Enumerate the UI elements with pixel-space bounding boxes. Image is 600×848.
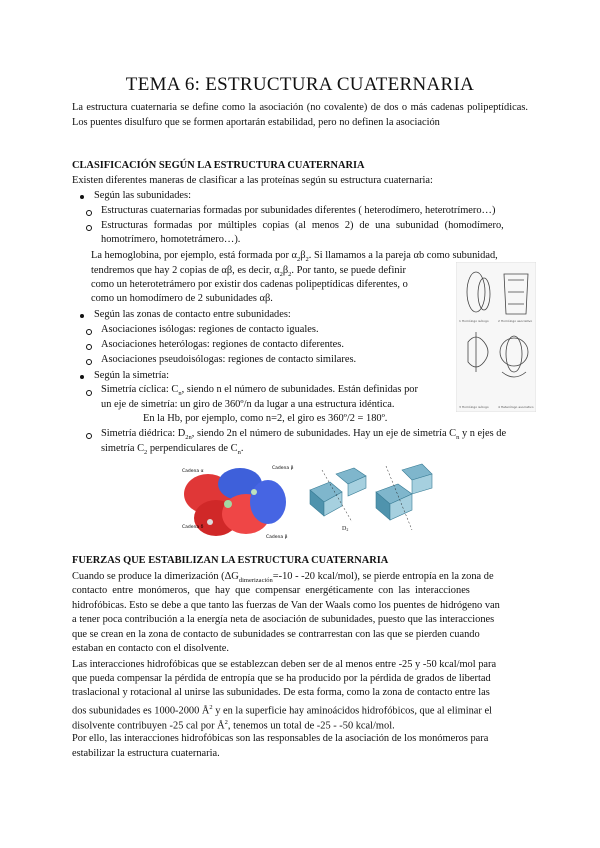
bullet-subunits: Según las subunidades: bbox=[94, 190, 191, 201]
d2-label: D2 bbox=[342, 526, 349, 532]
classification-lead: Existen diferentes maneras de clasificar a las proteínas según su estructura cuaternaria: bbox=[72, 175, 433, 186]
hemoglobin-ribbon-figure bbox=[180, 462, 298, 542]
hydrophobic-line5: disolvente contribuyen -25 cal por $Å^2$, tenemos un total de -25 - -50 kcal/mol. bbox=[72, 719, 395, 732]
chain-label: Cadena δ bbox=[182, 525, 204, 530]
diagram-caption: 3 Homólogo isólogo bbox=[459, 405, 489, 409]
diagram-caption: 2 Homólogo asociativo bbox=[498, 319, 533, 323]
forces-line5: que se crean en la zona de contacto de subunidades se contrarrestan con las que se pierden cuando bbox=[72, 629, 480, 640]
conclusion-line2: estabilizar la estructura cuaternaria. bbox=[72, 748, 220, 759]
forces-line6: estaban en contacto con el disolvente. bbox=[72, 643, 229, 654]
diagram-caption: 1 Homólogo isólogo bbox=[459, 319, 489, 323]
forces-line4: a tener poca contribución a la energía neta de asociación de subunidades, puesto que las interacciones bbox=[72, 614, 495, 625]
sub-bullet-isologous: Asociaciones isólogas: regiones de contacto iguales. bbox=[101, 324, 319, 335]
cyclic-symmetry-example: En la Hb, por ejemplo, como n=2, el giro es 360º/2 = 180º. bbox=[143, 413, 388, 424]
sub-bullet-heterologous: Asociaciones heterólogas: regiones de contacto diferentes. bbox=[101, 339, 344, 350]
sub-bullet-marker bbox=[86, 344, 92, 350]
forces-line2: contacto entre monómeros, que hay que compensar energéticamente con las interacciones bbox=[72, 585, 470, 596]
sub-bullet-pseudoisologous: Asociaciones pseudoisólogas: regiones de contacto similares. bbox=[101, 354, 357, 365]
chain-label: Cadena α bbox=[182, 469, 204, 474]
sub-bullet-marker bbox=[86, 433, 92, 439]
dihedral-symmetry-line2: simetría $C_2$ perpendiculares de $C_n$. bbox=[101, 443, 244, 457]
hydrophobic-line2: que pueda compensar la pérdida de entropía que se ha producido por la pérdida de grados de libertad bbox=[72, 673, 491, 684]
sub-bullet-marker bbox=[86, 210, 92, 216]
d2-symmetry-blocks-figure bbox=[302, 460, 434, 542]
bullet-symmetry: Según la simetría: bbox=[94, 370, 170, 381]
forces-line1: Cuando se produce la dimerización ($\Delta G_{dimerización}=-10 - -20$ kcal/mol), se pierde entropía en la zona de bbox=[72, 571, 494, 585]
chain-label: Cadena β bbox=[272, 466, 294, 471]
sub-bullet-hetero: Estructuras cuaternarias formadas por subunidades diferentes ( heterodímero, heterotrímero…) bbox=[101, 205, 496, 216]
bullet-contact-zones: Según las zonas de contacto entre subunidades: bbox=[94, 309, 291, 320]
hemoglobin-line2: tendremos que hay 2 copias de αβ, es decir, $\alpha_2\beta_2$. Por tanto, se puede definir bbox=[91, 265, 406, 279]
sub-bullet-marker bbox=[86, 225, 92, 231]
bullet-marker bbox=[80, 195, 84, 199]
sub-bullet-marker bbox=[86, 390, 92, 396]
cyclic-symmetry-line1: Simetría cíclica: $C_n$, siendo n el número de subunidades. Están definidas por bbox=[101, 384, 418, 398]
page-title: TEMA 6: ESTRUCTURA CUATERNARIA bbox=[125, 74, 475, 95]
sub-bullet-homo-line2: homotrímero, homotetrámero…). bbox=[101, 234, 241, 245]
hemoglobin-line3: como un heterotetrámero por existir dos cadenas polipeptídicas diferentes, o bbox=[91, 279, 408, 290]
bullet-marker bbox=[80, 314, 84, 318]
subunit-association-diagram bbox=[456, 262, 536, 412]
sub-bullet-homo-line1: Estructuras formadas por múltiples copias (al menos 2) de una subunidad (homodímero, bbox=[101, 220, 504, 231]
chain-label: Cadena β bbox=[266, 535, 288, 540]
dihedral-symmetry-line1: Simetría diédrica: $D_{2n}$, siendo 2n el número de subunidades. Hay un eje de simetría $C_n$ y n ejes de bbox=[101, 428, 507, 442]
cyclic-symmetry-line2: un eje de simetría: un giro de 360º/n da lugar a una estructura idéntica. bbox=[101, 399, 395, 410]
intro-paragraph: La estructura cuaternaria se define como la asociación (no covalente) de dos o más cadenas polipeptídicas. Los puentes disulfuro que se formen aportarán estabilidad, pero no definen la asociación bbox=[72, 102, 528, 128]
hydrophobic-line4: dos subunidades es 1000-2000 $Å^2$ y en la superficie hay aminoácidos hidrofóbicos, que al eliminar el bbox=[72, 704, 492, 717]
section-heading-classification: CLASIFICACIÓN SEGÚN LA ESTRUCTURA CUATERNARIA bbox=[72, 160, 365, 171]
hydrophobic-line3: traslacional y rotacional al unirse las subunidades. De esta forma, como la zona de contacto entre las bbox=[72, 687, 490, 698]
hemoglobin-line4: como un homodímero de 2 subunidades αβ. bbox=[91, 293, 273, 304]
section-heading-forces: FUERZAS QUE ESTABILIZAN LA ESTRUCTURA CUATERNARIA bbox=[72, 555, 389, 566]
diagram-caption: 4 Heterólogo asociativo bbox=[498, 405, 534, 409]
sub-bullet-marker bbox=[86, 359, 92, 365]
forces-line3: hidrofóbicas. Esto se debe a que tanto las fuerzas de Van der Waals como los puentes de hidrógeno van bbox=[72, 600, 500, 611]
sub-bullet-marker bbox=[86, 329, 92, 335]
conclusion-line1: Por ello, las interacciones hidrofóbicas son las responsables de la asociación de los monómeros para bbox=[72, 733, 489, 744]
bullet-marker bbox=[80, 375, 84, 379]
hydrophobic-line1: Las interacciones hidrofóbicas que se establezcan deben ser de al menos entre -25 y -50 kcal/mol para bbox=[72, 659, 497, 670]
hemoglobin-line1: La hemoglobina, por ejemplo, está formada por $\alpha_2\beta_2$. Si llamamos a la pareja αb como subunidad, bbox=[91, 250, 498, 264]
